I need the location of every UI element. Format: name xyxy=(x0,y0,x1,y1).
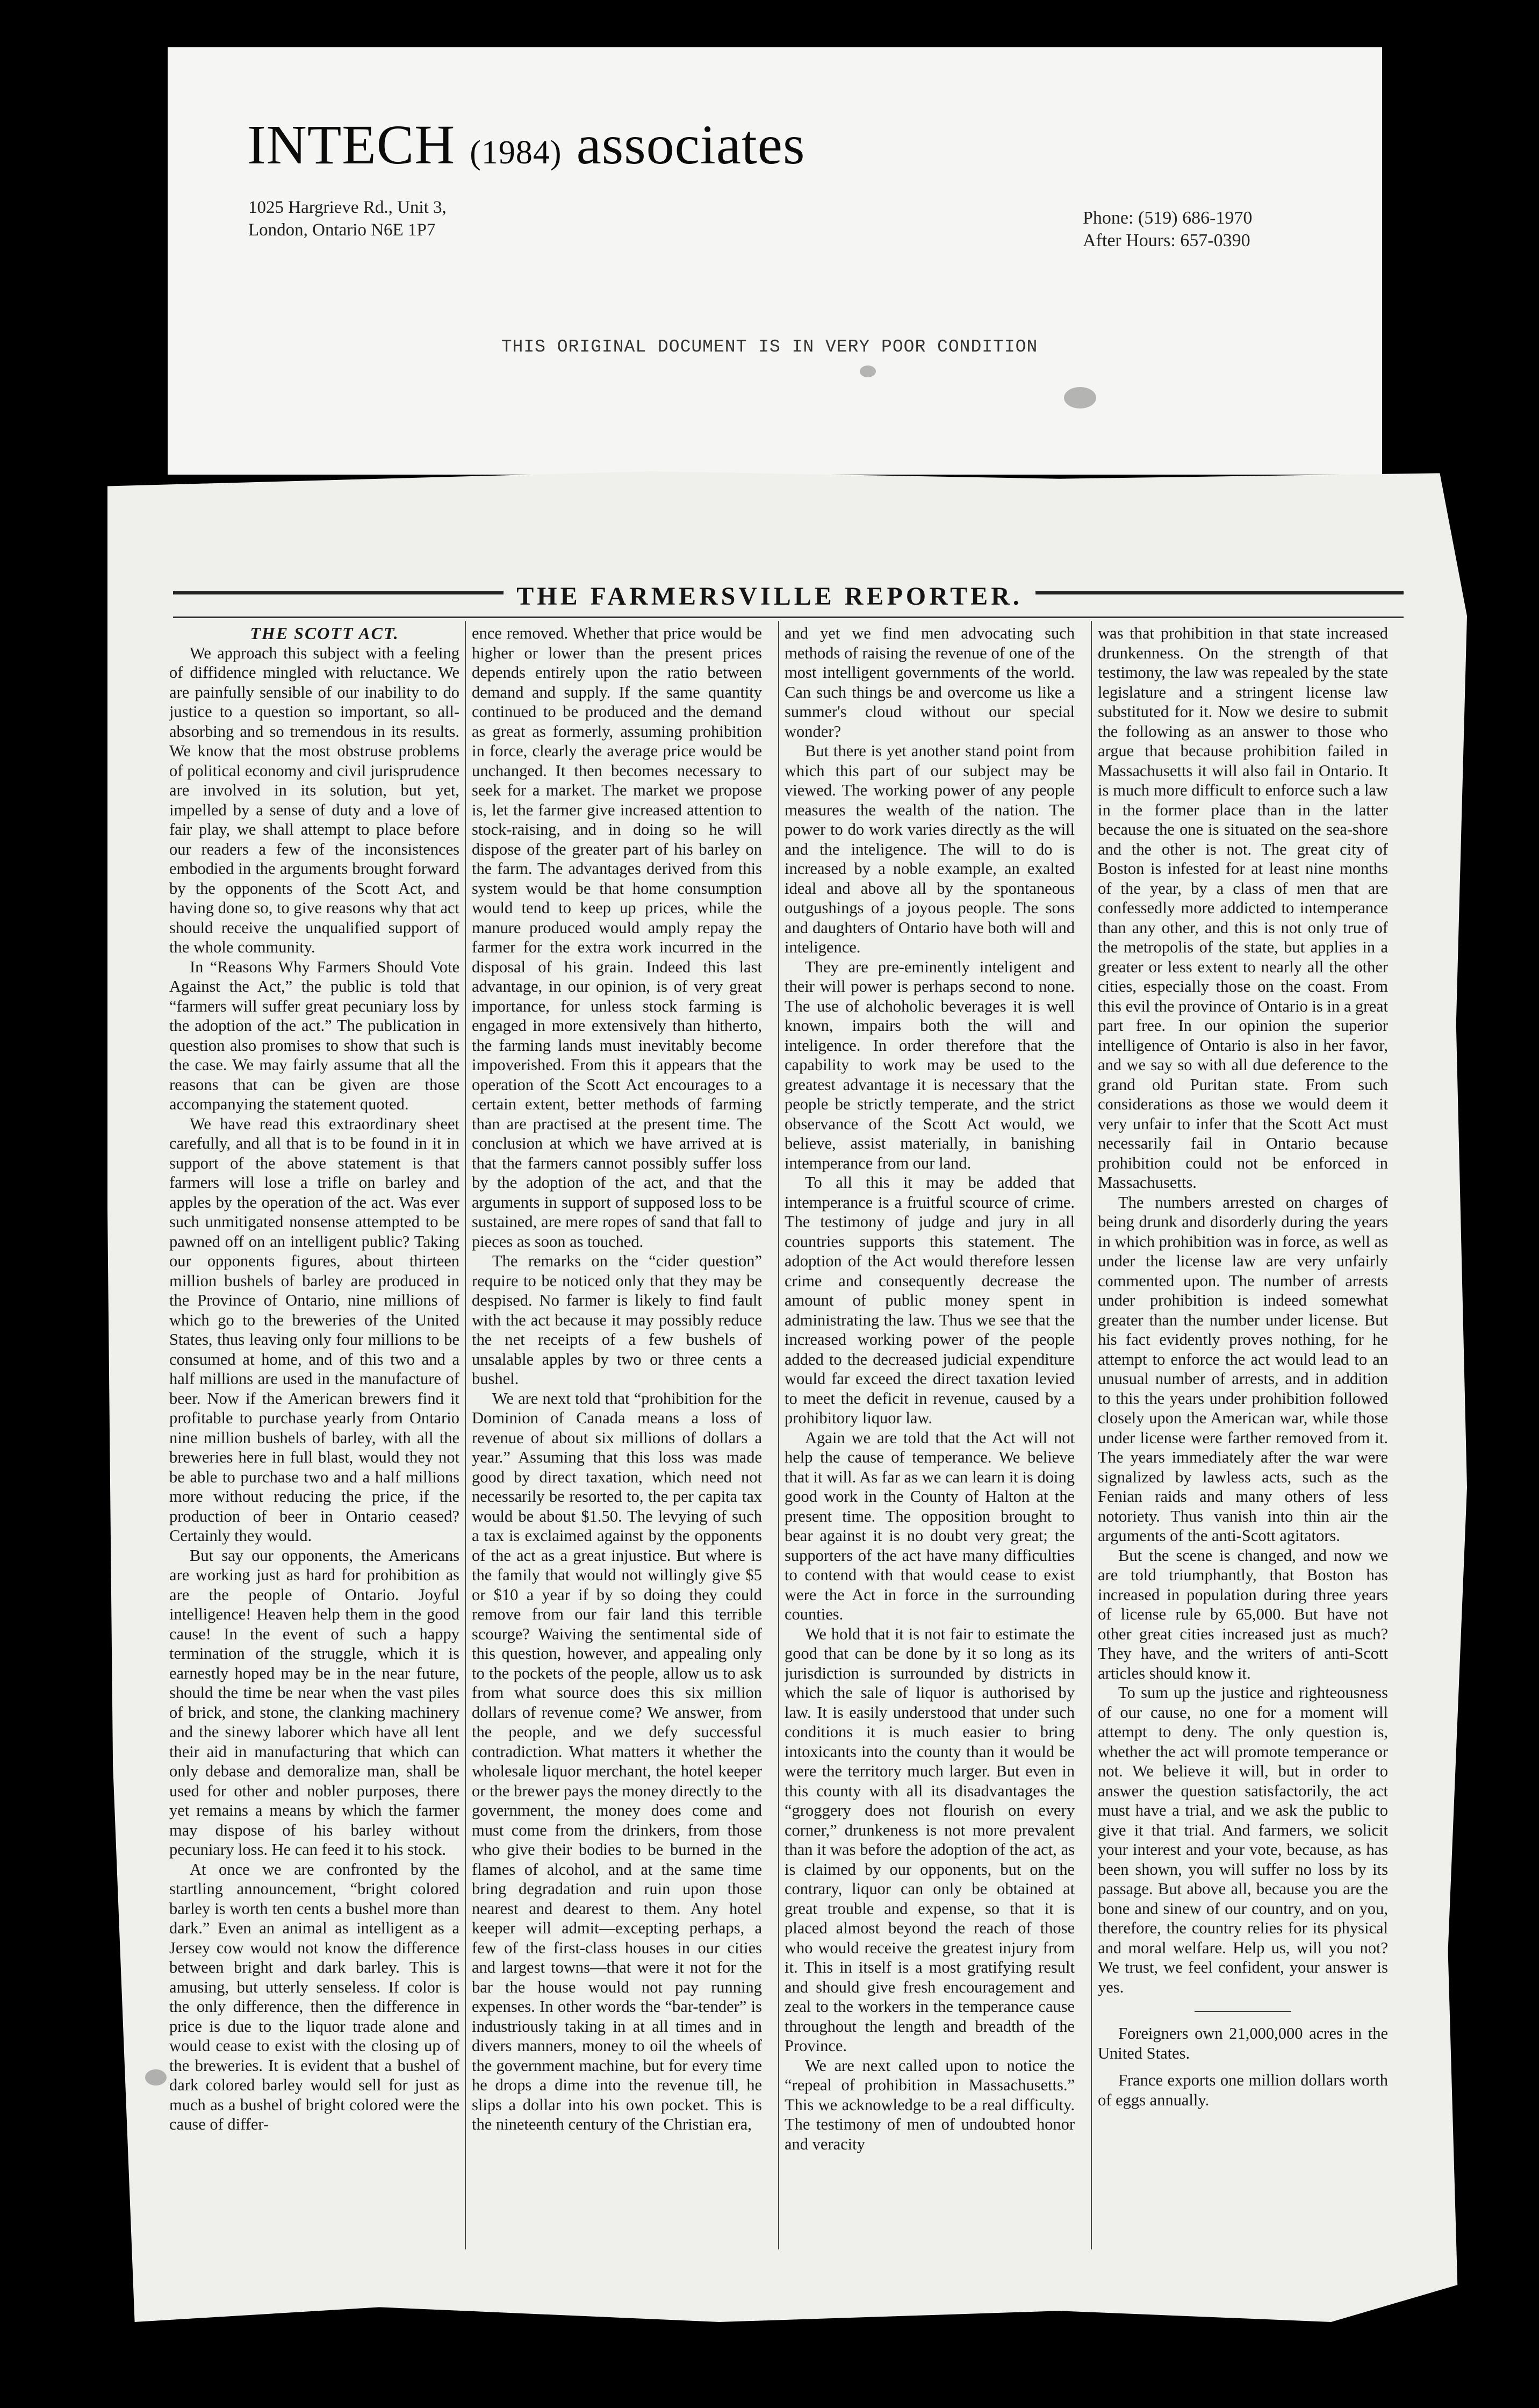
paragraph: The remarks on the “cider question” require to be noticed only that they may be despised. No farmer is likely to find fault with the act because it may possibly reduce the net receipts of a few bushels of unsalable apples by two or three cents a bushel. xyxy=(472,1252,762,1388)
letterhead-sheet xyxy=(168,47,1382,475)
paragraph: We are next told that “prohibition for the Dominion of Canada means a loss of revenue of about six millions of dollars a year.” Assuming that this loss was made good by direct taxation, which need not necessarily be resorted to, the per capita tax would be about $1.50. The levying of such a tax is exclaimed against by the opponents of the act as a great injustice. But where is the family that would not willingly give $5 or $10 a year if by so doing they could remove from our fair land this terrible scourge? Waiving the sentimental side of this question, however, and appealing only to the pockets of the people, allow us to ask from what source does this six million dollars of revenue come? We answer, from the people, and we defy successful contradiction. What matters it whether the wholesale liquor merchant, the hotel keeper or the brewer pays the money directly to the government, the money does come and must come from the drinkers, from those who give their bodies to be burned in the flames of alcohol, and at the same time bring degradation and ruin upon those nearest and dearest to them. Any hotel keeper will admit—excepting perhaps, a few of the first-class houses in our cities and largest towns—that were it not for the bar the house would not pay running expenses. In other words the “bar-tender” is industriously taking in at all times and in divers manners, money to oil the wheels of the government machine, but for every time he drops a dime into the revenue till, he slips a dollar into his own pocket. This is the nineteenth century of the Christian era, xyxy=(472,1389,762,2133)
paragraph: At once we are confronted by the startling announcement, “bright colored barley is worth ten cents a bushel more than dark.” Even an animal as intelligent as a Jersey cow would not know the difference between bright and dark barley. This is amusing, but utterly senseless. If color is the only difference, then the difference in price is due to the liquor trade alone and would cease to exist with the closing up of the breweries. It is evident that a bushel of dark colored barley would sell for just as much as a bushel of bright colored were the cause of differ- xyxy=(169,1860,459,2133)
ink-smudge xyxy=(1064,387,1096,408)
section-divider xyxy=(1195,2011,1291,2012)
paragraph: ence removed. Whether that price would be higher or lower than the present prices depends entirely upon the ratio between demand and supply. If the same quantity continued to be produced and the demand as great as formerly, assuming prohibition in force, clearly the average price would be unchanged. It then becomes necessary to seek for a market. The market we propose is, let the farmer give increased attention to stock-raising, and in doing so he will dispose of the greater part of his barley on the farm. The advantages derived from this system would be that home consumption would tend to keep up prices, while the manure produced would amply repay the farmer for the extra work incurred in the disposal of his grain. Indeed this last advantage, in our opinion, is of very great importance, for unless stock farming is engaged in more extensively than hitherto, the farming lands must inevitably become impoverished. From this it appears that the operation of the Scott Act encourages to a certain extent, better methods of farming than are practised at the present time. The conclusion at which we have arrived at is that the farmers cannot possibly suffer loss by the adoption of the act, and that the arguments in support of supposed loss to be sustained, are mere ropes of sand that fall to pieces as soon as touched. xyxy=(472,624,762,1251)
paragraph: We approach this subject with a feeling of diffidence mingled with reluctance. We are painfully sensible of our inability to do justice to a question so important, so all-absorbing and so tremendous in its results. We know that the most obstruse problems of political economy and civil jurisprudence are involved in its solution, but yet, impelled by a sense of duty and a love of fair play, we shall attempt to place before our readers a few of the inconsistences embodied in the arguments brought forward by the opponents of the Scott Act, and having done so, to give reasons why that act should receive the unqualified support of the whole community. xyxy=(169,643,459,956)
column-2 xyxy=(472,624,762,2247)
paragraph: was that prohibition in that state increased drunkenness. On the strength of that testimony, the law was repealed by the state legislature and a stringent license law substituted for it. Now we desire to submit the following as an answer to those who argue that because prohibition failed in Massachusetts it will also fail in Ontario. It is much more difficult to enforce such a law in the former place than in the latter because the one is situated on the sea-shore and the other is not. The great city of Boston is infested for at least nine months of the year, by a class of men that are confessedly more addicted to intemperance than any other, and this is not only true of the metropolis of the state, but applies in a greater or less extent to nearly all the other cities, especially those on the coast. From this evil the province of Ontario is in a great part free. In our opinion the superior intelligence of Ontario is also in her favor, and we say so with all due deference to the grand old Puritan state. From such considerations as those we would deem it very unfair to infer that the Scott Act must necessarily fail in Ontario because prohibition could not be enforced in Massachusetts. xyxy=(1098,624,1388,1192)
address-line-2: London, Ontario N6E 1P7 xyxy=(248,220,436,240)
after-hours-number: After Hours: 657-0390 xyxy=(1083,231,1250,250)
article-title: THE SCOTT ACT. xyxy=(250,624,399,643)
phone-number: Phone: (519) 686-1970 xyxy=(1083,208,1253,228)
paragraph: To sum up the justice and righteousness of our cause, no one for a moment will attempt to deny. The only question is, whether the act will promote temperance or not. We believe it will, but in order to answer the question satisfactorily, the act must have a trial, and we ask the public to give it that trial. And farmers, we solicit your interest and your vote, because, as has been shown, you will suffer no loss by its passage. But above all, because you are the bone and sinew of our country, and on you, therefore, the country relies for its physical and moral welfare. Help us, will you not? We trust, we feel confident, your answer is yes. xyxy=(1098,1683,1388,1996)
column-1 xyxy=(169,624,459,2247)
ink-smudge xyxy=(860,366,876,377)
column-divider xyxy=(778,621,779,2249)
paragraph: We hold that it is not fair to estimate the good that can be done by it so long as its jurisdiction is surrounded by districts in which the sale of liquor is authorised by law. It is easily understood that under such conditions it is much easier to bring intoxicants into the county than it would be were the territory much larger. But even in this county with all its disadvantages the “groggery does not flourish on every corner,” drunkeness is not more prevalent than it was before the adoption of the act, as is claimed by our opponents, but on the contrary, liquor can only be obtained at great trouble and expense, so that it is placed almost beyond the reach of those who would receive the greatest injury from it. This in itself is a most gratifying result and should give fresh encouragement and zeal to the workers in the temperance cause throughout the length and breadth of the Province. xyxy=(785,1624,1075,2055)
paragraph: Again we are told that the Act will not help the cause of temperance. We believe that it will. As far as we can learn it is doing good work in the County of Halton at the present time. The opposition brought to bear against it is no doubt very great; the supporters of the act have many difficulties to contend with that would cease to exist were the Act in force in the surrounding counties. xyxy=(785,1428,1075,1623)
paragraph: and yet we find men advocating such methods of raising the revenue of one of the most intelligent governments of the world. Can such things be and overcome us like a summer's cloud without our special wonder? xyxy=(785,624,1075,741)
address-line-1: 1025 Hargrieve Rd., Unit 3, xyxy=(248,198,447,217)
footnotes xyxy=(1098,2024,1388,2110)
masthead xyxy=(0,582,1539,611)
paragraph: They are pre-eminently inteligent and their will power is perhaps second to none. The use of alchoholic beverages it is well known, impairs both the will and inteligence. In order therefore that the capability to work may be used to the greatest advantage it is necessary that the people be strictly temperate, and the strict observance of the Scott Act would, we believe, assist materially, in banishing intemperance from our land. xyxy=(785,957,1075,1172)
condition-notice: THIS ORIGINAL DOCUMENT IS IN VERY POOR CONDITION xyxy=(501,337,1038,357)
column-3 xyxy=(785,624,1075,2247)
paragraph: We have read this extraordinary sheet carefully, and all that is to be found in it in support of the above statement is that farmers will lose a trifle on barley and apples by the operation of the act. Was ever such unmitigated nonsense attempted to be pawned off on an intelligent public? Taking our opponents figures, about thirteen million bushels of barley are produced in the Province of Ontario, nine millions of which go to the breweries of the United States, thus leaving only four millions to be consumed at home, and of this two and a half millions are used in the manufacture of beer. Now if the American brewers find it profitable to purchase yearly from Ontario nine million bushels of barley, with all the breweries here in full blast, would they not be able to purchase two and a half millions more without reducing the price, if the production of beer in Ontario ceased? Certainly they would. xyxy=(169,1114,459,1545)
column-divider xyxy=(465,621,466,2249)
company-year: (1984) xyxy=(470,134,562,171)
column-divider xyxy=(1091,621,1092,2249)
paragraph: But there is yet another stand point from which this part of our subject may be viewed. The working power of any people measures the wealth of the nation. The power to do work varies directly as the will and the inteligence. The will to do is increased by a noble example, an exalted ideal and above all by the spontaneous outgushings of a joyous people. The sons and daughters of Ontario have both will and inteligence. xyxy=(785,742,1075,956)
paragraph: To all this it may be added that intemperance is a fruitful scource of crime. The testimony of judge and jury in all countries supports this statement. The adoption of the Act would therefore lessen crime and consequently decrease the amount of public money spent in administrating the law. Thus we see that the increased working power of the people added to the decreased judicial expenditure would far exceed the direct taxation levied to meet the deficit in revenue, caused by a prohibitory liquor law. xyxy=(785,1173,1075,1427)
company-address xyxy=(248,196,447,241)
paragraph: In “Reasons Why Farmers Should Vote Against the Act,” the public is told that “farmers will suffer great pecuniary loss by the adoption of the act.” The publication in question also promises to show that such is the case. We may fairly assume that all the reasons that can be given are those accompanying the statement quoted. xyxy=(169,957,459,1113)
paragraph: But the scene is changed, and now we are told triumphantly, that Boston has increased in population during three years of license rule by 65,000. But have not other great cities increased just as much? They have, and the writers of anti-Scott articles should know it. xyxy=(1098,1546,1388,1682)
masthead-bottom-rule xyxy=(173,617,1404,618)
paragraph: We are next called upon to notice the “repeal of prohibition in Massachusetts.” This we acknowledge to be a real difficulty. The testimony of men of undoubted honor and veracity xyxy=(785,2056,1075,2153)
company-main: INTECH xyxy=(247,114,456,176)
footnote: France exports one million dollars worth of eggs annually. xyxy=(1098,2071,1388,2109)
column-4 xyxy=(1098,624,1388,2247)
masthead-text: THE FARMERSVILLE REPORTER. xyxy=(504,582,1035,611)
paragraph: But say our opponents, the Americans are working just as hard for prohibition as are the people of Ontario. Joyful intelligence! Heaven help them in the good cause! In the event of such a happy termination of the struggle, which it is earnestly hoped may be in the near future, should the time be near when the vast piles of brick, and stone, the clanking machinery and the sinewy laborer which have all lent their aid in manufacturing that which can only debase and demoralize man, shall be used for other and nobler purposes, there yet remains a means by which the farmer may dispose of his barley without pecuniary loss. He can feed it to his stock. xyxy=(169,1546,459,1859)
footnote: Foreigners own 21,000,000 acres in the United States. xyxy=(1098,2024,1388,2062)
ink-smudge xyxy=(145,2069,167,2086)
paragraph: The numbers arrested on charges of being drunk and disorderly during the years in which prohibition was in force, as well as under the license law are very unfairly commented upon. The number of arrests under prohibition is indeed somewhat greater than the number under license. But his fact evidently proves nothing, for he attempt to enforce the act would lead to an unusual number of arrests, and in addition to this the years under prohibition followed closely upon the American war, while those under license were farther removed from it. The years immediately after the war were signalized by lawless acts, such as the Fenian raids and many others of less notoriety. Thus vanish into thin air the arguments of the anti-Scott agitators. xyxy=(1098,1193,1388,1545)
company-phone xyxy=(1083,207,1252,252)
company-logo xyxy=(247,113,805,177)
company-suffix: associates xyxy=(576,114,806,176)
